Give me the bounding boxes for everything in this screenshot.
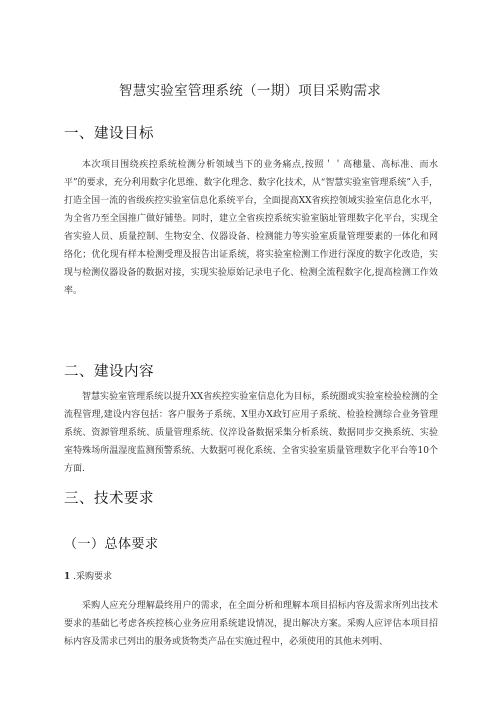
subsection-heading-general: （一）总体要求 [64,537,159,552]
numbered-item-procurement [64,569,112,582]
section-body-goals: 本次项目围绕疾控系统检测分析领域当下的业务痛点,按照＇＇高穗量、高标准、而水平”的要求，充分利用数字化思维、数字化理念、数字化技术，从“智慧实验室管理系统”入手，打造全国一流的省级疾控实验室信息化系统平台，全面提高XX省疾控领域实验室信息化水平，为全省乃至全国推广做好铺垫。同时，建立全省疾控系统实验室脑址管理数字化平台，实现全省实验人员、质量控制、生物安全、仪器设备、检测能力等实验室质量管理要素的一体化和网络化；优化现有样本检测受理及报告出证系统，将实验室检测工作进行深度的数字化改造，实现与检测仪器设备的数据对接，实现实验原始记录电子化、检测全流程数字化,提高检测工作效率。 [64,160,438,296]
section-heading-content: 二、建设内容 [64,364,154,380]
section-body-content: 智慧实验室管理系统以提升XX省疾控实验室信息化为目标，系统圈或实验室检验检测的全流程管理,建设内容包括：客户服务子系统、X里办X政钉应用子系统、检验检测综合业务管理系统、资源管理系统、质量管理系统、仪淬设备数据采集分析系统、数据同步交换系统、实验室特殊场所温湿度监测预警系统、大数据可视化系统、全省实验室质量管理数字化平台等10个方面. [64,392,438,474]
item-number: 1 [64,572,71,582]
subsection-body-procurement: 采购人应充分理解最终用户的需求，在全面分析和理解本项目招标内容及需求所列出技术要求的基础匕考虑各疾控核心业务应用系统建设情况，提出解决方案。采购人应评估本项目招标内容及需求已列出的服务或货物类产品在实施过程中，必须使用的其他未列明、 [64,601,438,647]
document-title: 智慧实验室管理系统（一期）项目采购需求 [118,83,382,99]
item-title: .采购要求 [73,572,113,582]
section-heading-technical: 三、技术要求 [64,491,154,507]
section-heading-goals: 一、建设目标 [64,126,154,142]
